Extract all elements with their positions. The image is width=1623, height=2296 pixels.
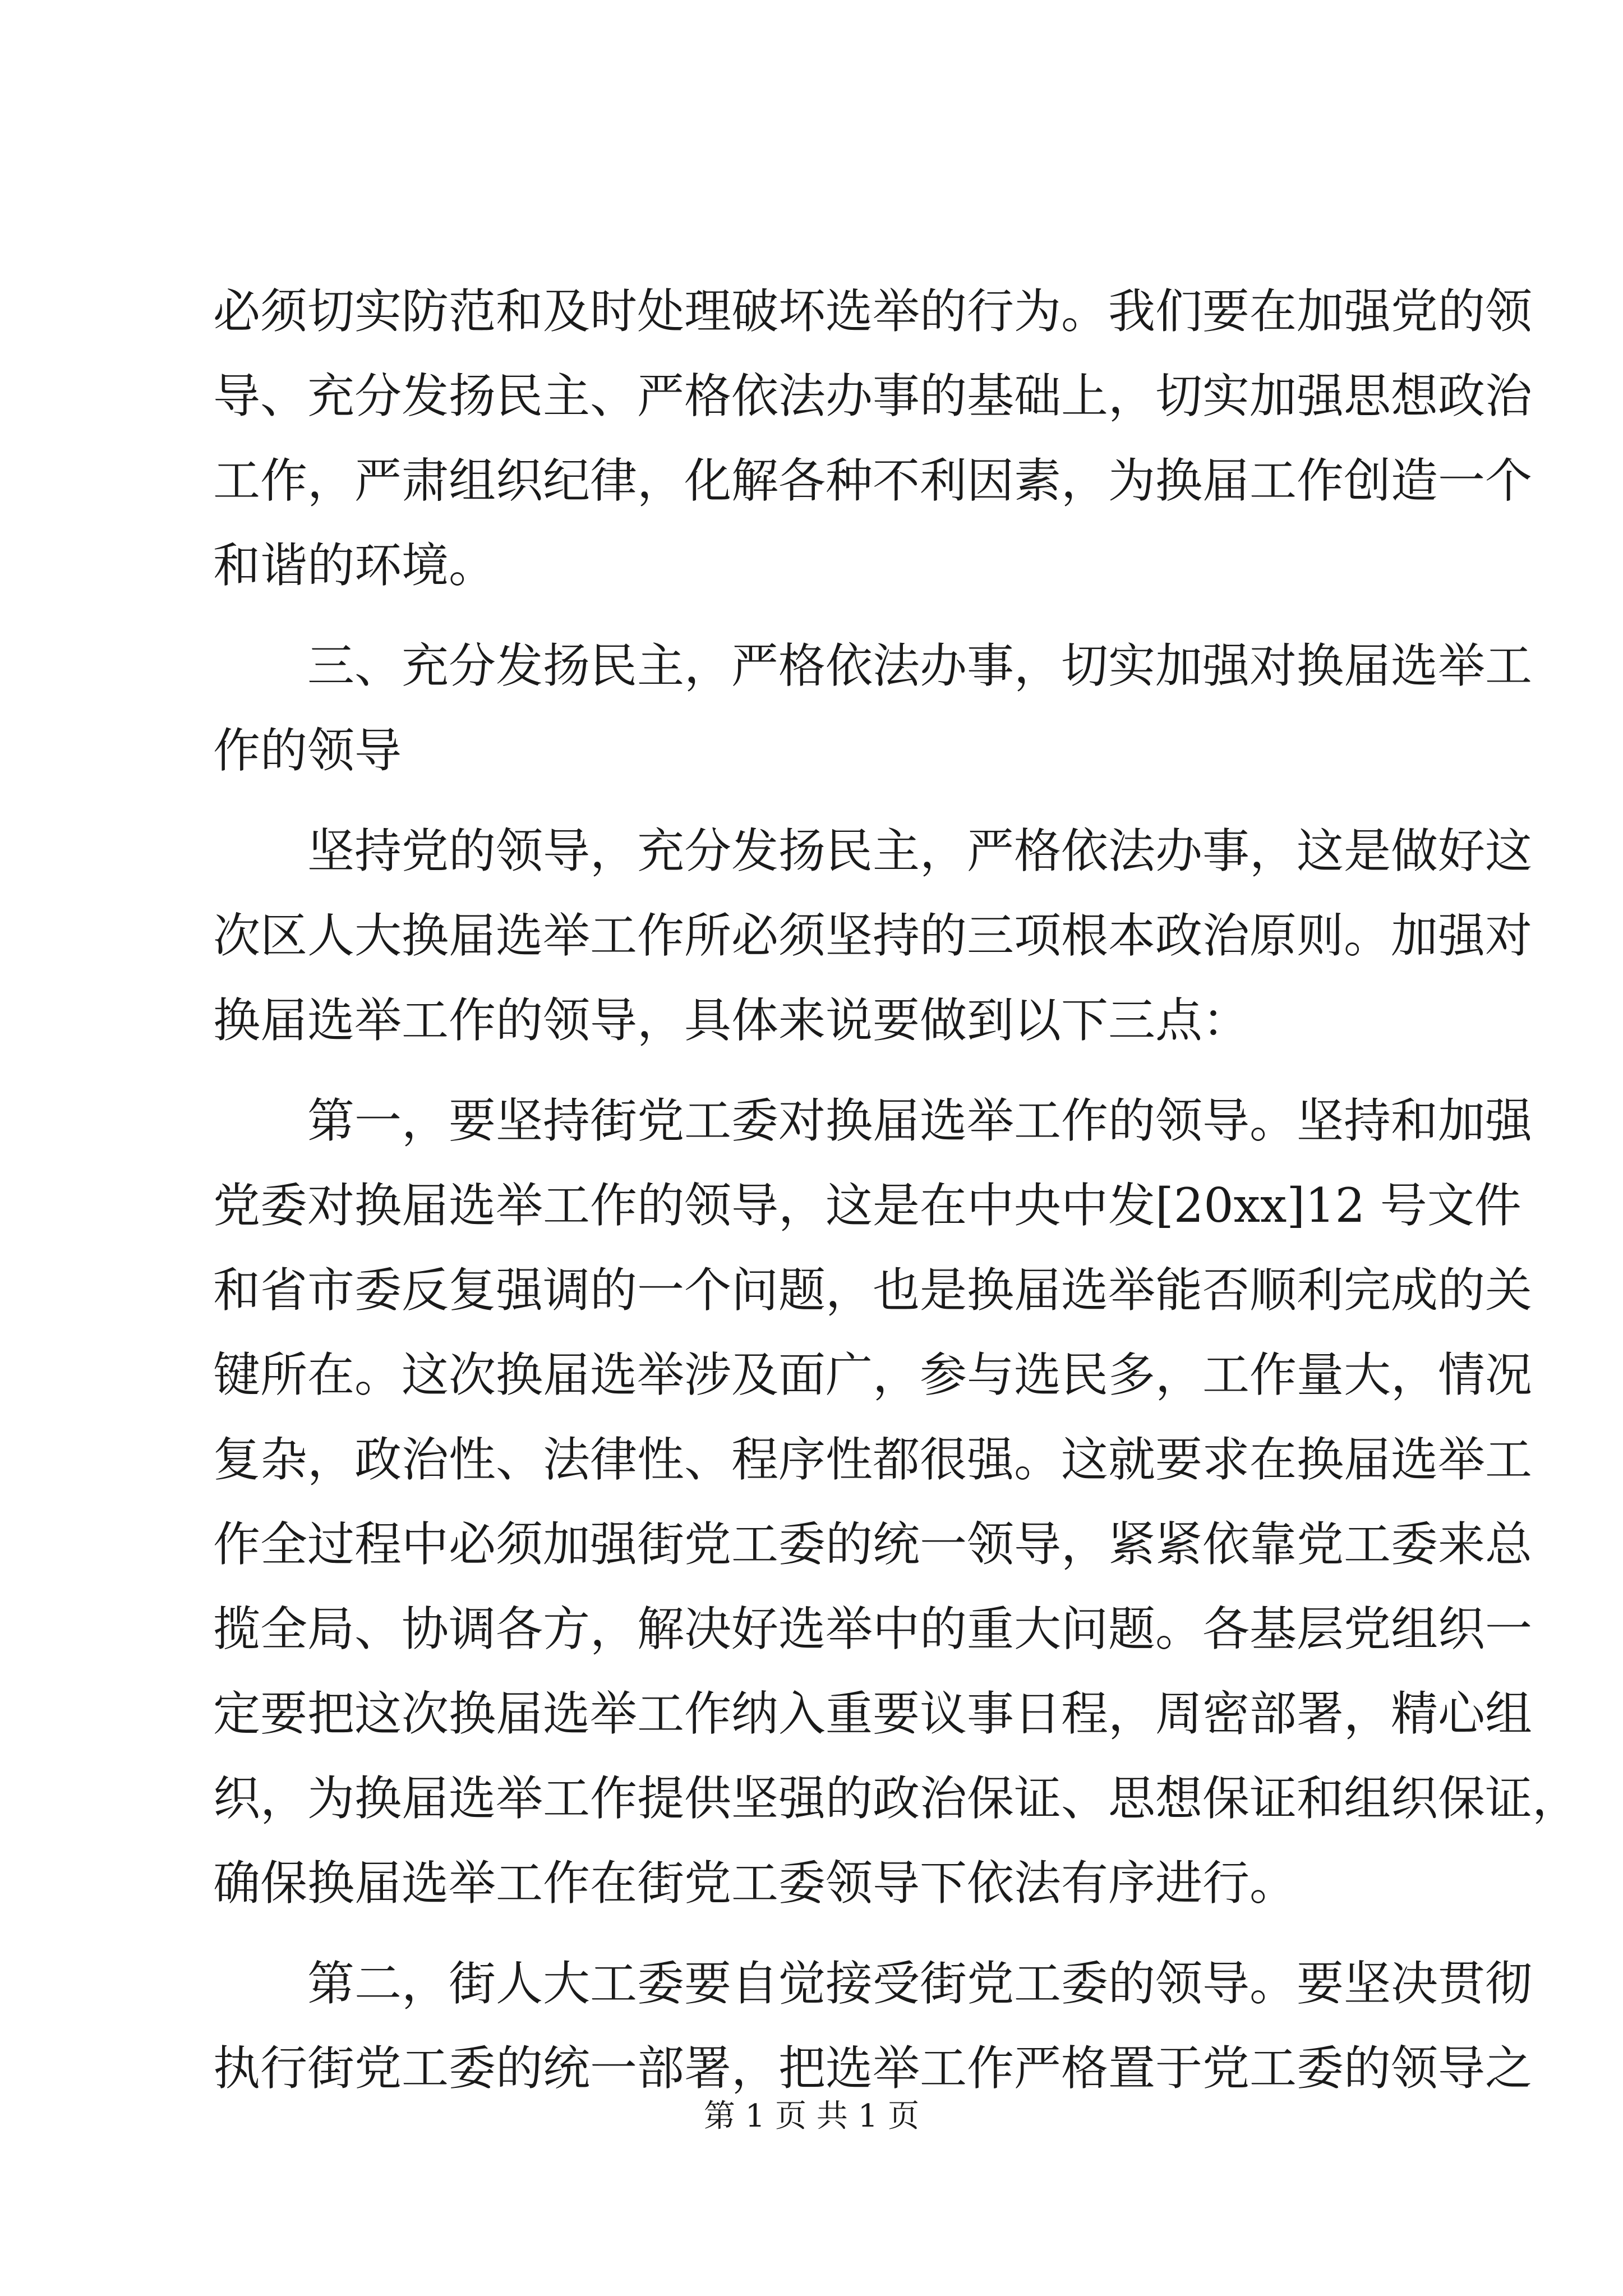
paragraph-line: 确保换届选举工作在街党工委领导下依法有序进行。 xyxy=(213,1856,1297,1911)
page-footer: 第 1 页 共 1 页 xyxy=(703,2098,920,2134)
paragraph-line: 复杂，政治性、法律性、程序性都很强。这就要求在换届选举工 xyxy=(213,1432,1533,1487)
paragraph xyxy=(213,809,1533,1063)
paragraph-line: 键所在。这次换届选举涉及面广，参与选民多，工作量大，情况 xyxy=(213,1347,1533,1402)
paragraph-line: 必须切实防范和及时处理破坏选举的行为。我们要在加强党的领 xyxy=(213,284,1533,339)
paragraph-line: 党委对换届选举工作的领导，这是在中央中发[20xx]12 号文件 xyxy=(213,1178,1521,1233)
paragraph-line: 和省市委反复强调的一个问题，也是换届选举能否顺利完成的关 xyxy=(213,1263,1533,1318)
paragraph-line: 作全过程中必须加强街党工委的统一领导，紧紧依靠党工委来总 xyxy=(213,1517,1533,1572)
paragraph-gap xyxy=(213,608,1408,624)
paragraph xyxy=(213,269,1533,608)
paragraph-line: 执行街党工委的统一部署，把选举工作严格置于党工委的领导之 xyxy=(213,2041,1533,2096)
paragraph-line: 和谐的环境。 xyxy=(213,538,496,593)
paragraph-gap xyxy=(213,1063,1408,1079)
paragraph-line: 作的领导 xyxy=(213,723,402,778)
paragraph xyxy=(213,1079,1580,1926)
paragraph-line: 揽全局、协调各方，解决好选举中的重大问题。各基层党组织一 xyxy=(213,1602,1533,1657)
paragraph xyxy=(213,624,1533,793)
paragraph-line: 第二，街人大工委要自觉接受街党工委的领导。要坚决贯彻 xyxy=(307,1956,1533,2011)
paragraph-line: 坚持党的领导，充分发扬民主，严格依法办事，这是做好这 xyxy=(307,823,1533,878)
paragraph-line: 次区人大换届选举工作所必须坚持的三项根本政治原则。加强对 xyxy=(213,908,1533,963)
paragraph-line: 第一，要坚持街党工委对换届选举工作的领导。坚持和加强 xyxy=(307,1093,1533,1148)
paragraph-line: 工作，严肃组织纪律，化解各种不利因素，为换届工作创造一个 xyxy=(213,453,1533,508)
paragraph-gap xyxy=(213,793,1408,809)
paragraph-line: 导、充分发扬民主、严格依法办事的基础上，切实加强思想政治 xyxy=(213,369,1533,424)
paragraph-line: 三、充分发扬民主，严格依法办事，切实加强对换届选举工 xyxy=(307,638,1533,693)
paragraph-line: 定要把这次换届选举工作纳入重要议事日程，周密部署，精心组 xyxy=(213,1686,1533,1741)
paragraph-line: 换届选举工作的领导，具体来说要做到以下三点： xyxy=(213,993,1250,1048)
paragraph xyxy=(213,1941,1533,2111)
paragraph-gap xyxy=(213,1926,1408,1941)
paragraph-line: 织，为换届选举工作提供坚强的政治保证、思想保证和组织保证， xyxy=(213,1771,1580,1826)
document-body xyxy=(213,269,1580,2111)
